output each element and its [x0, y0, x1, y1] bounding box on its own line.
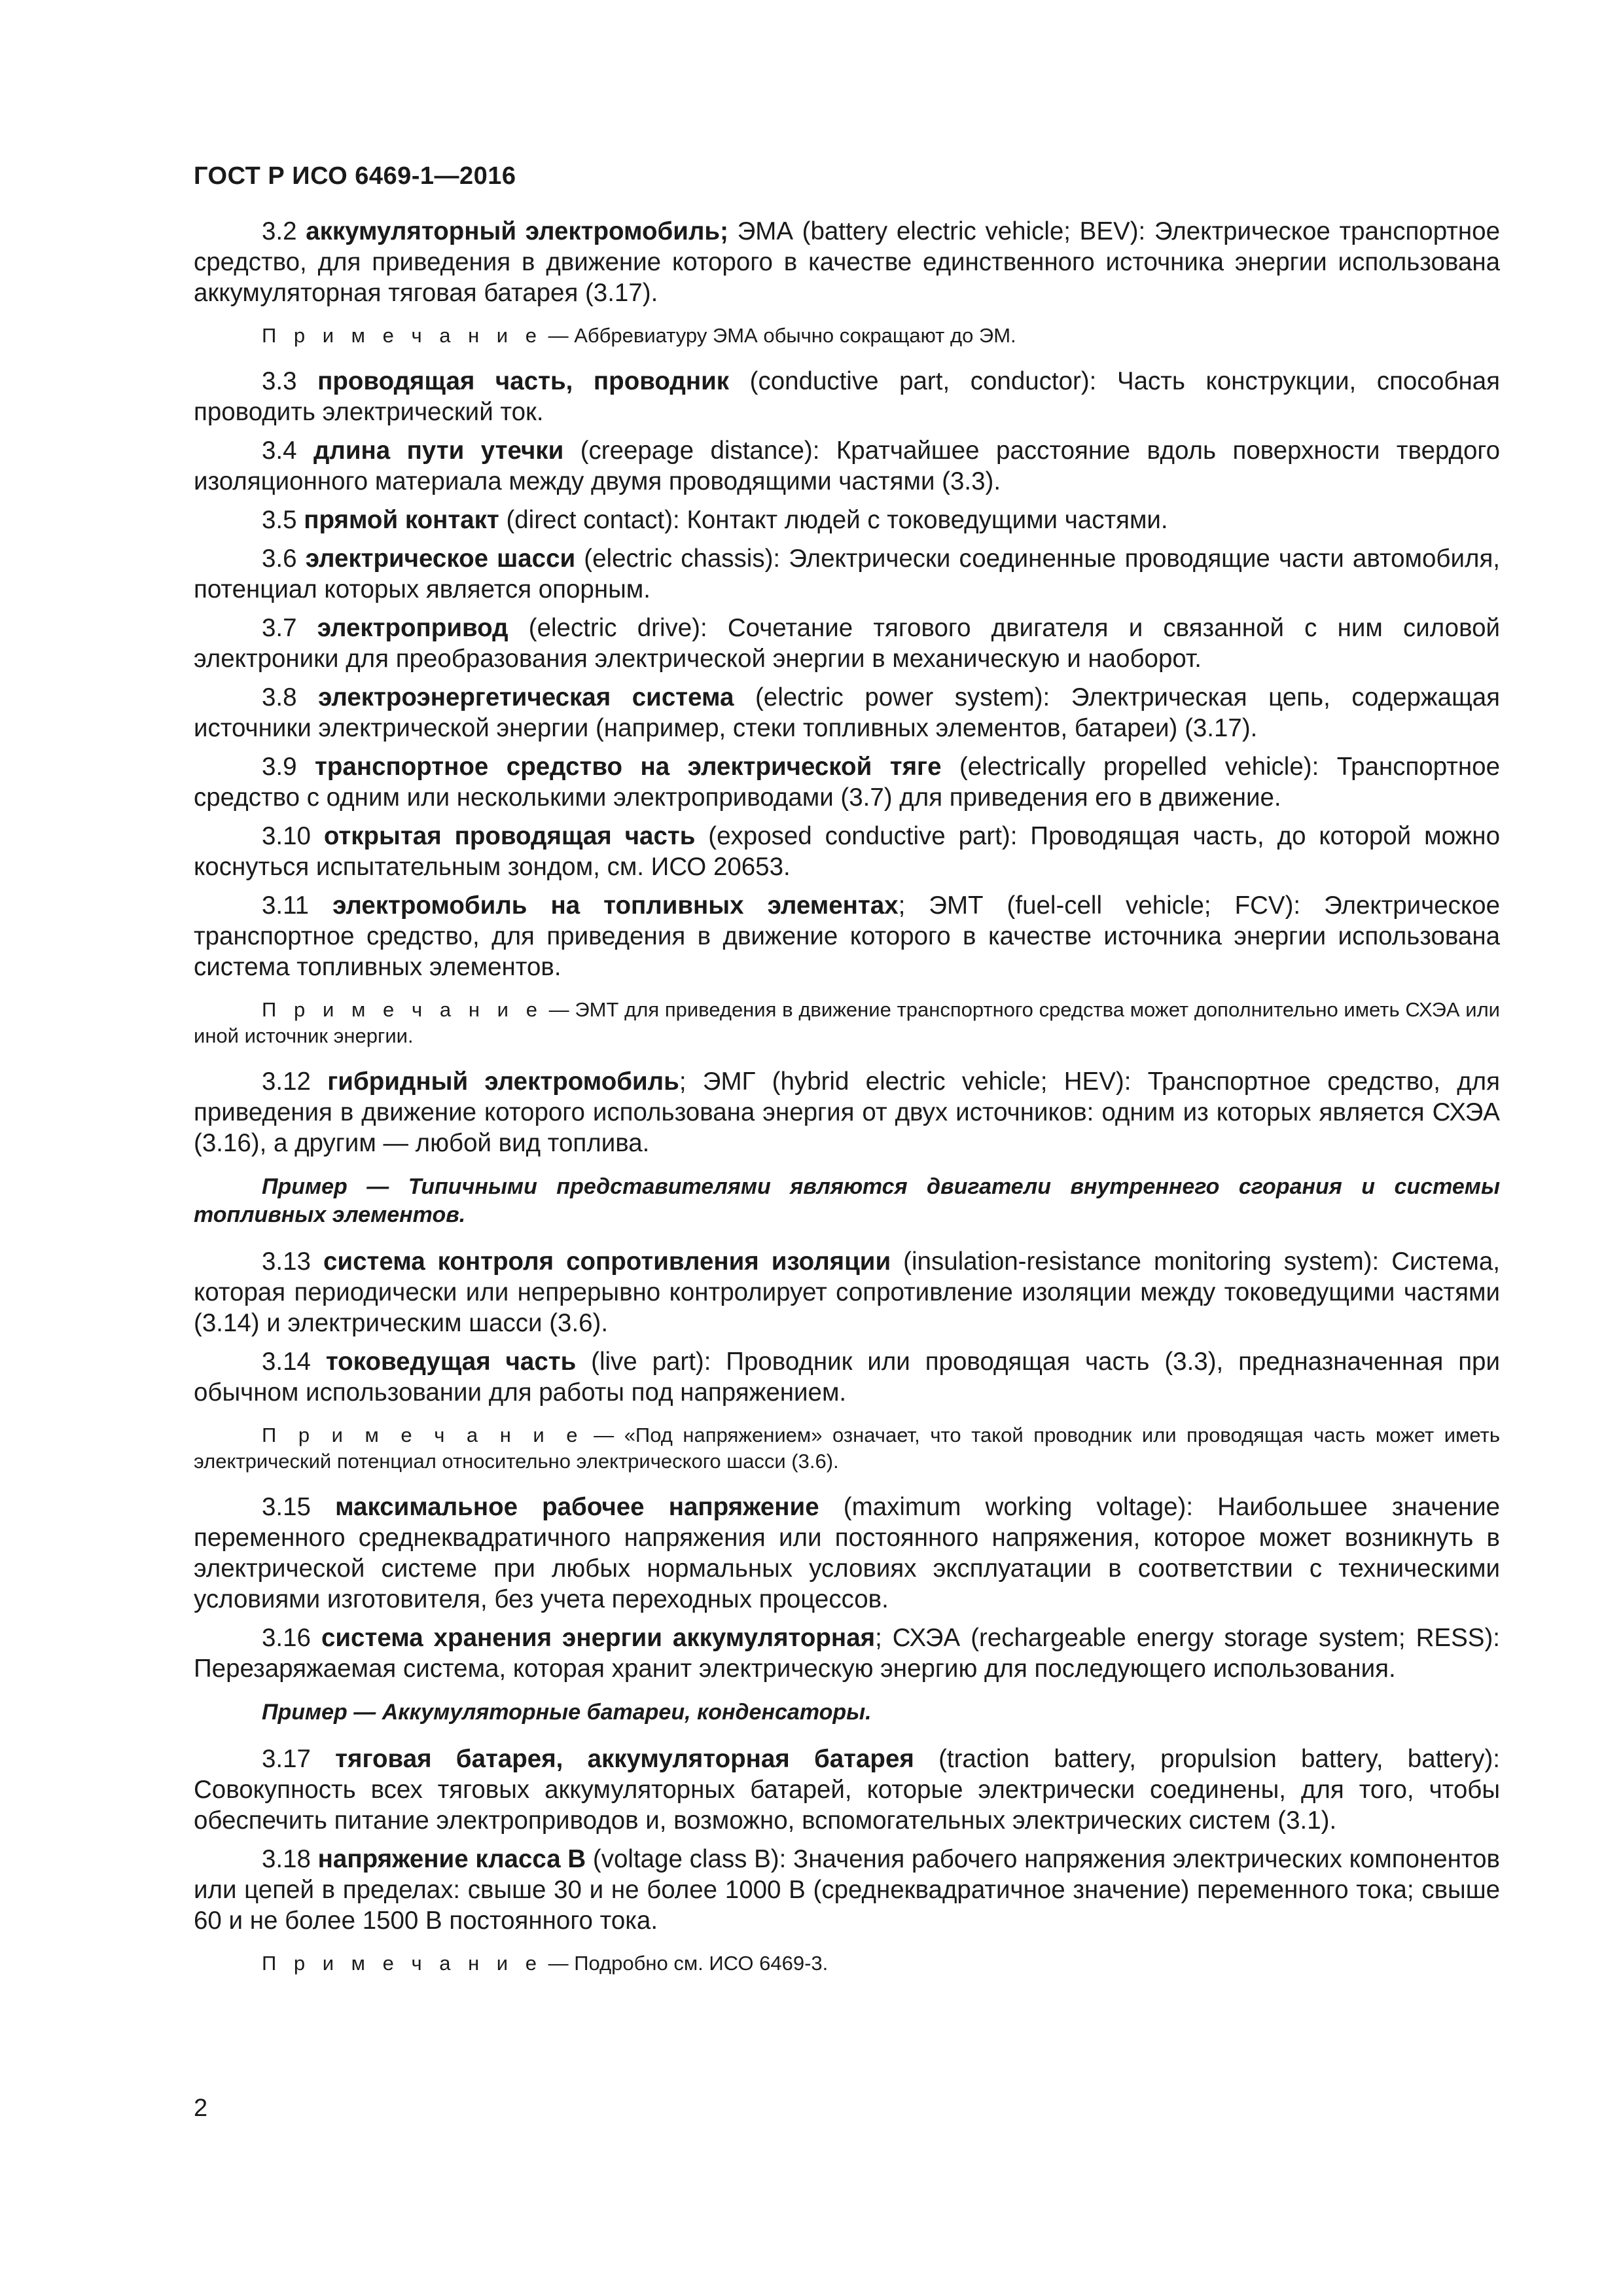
entry-term: открытая проводящая часть [323, 822, 696, 850]
document-header: ГОСТ Р ИСО 6469-1—2016 [194, 162, 516, 190]
entry-definition: (electric chassis): Электрически соединенные проводящие части автомобиля, потенциал которых является опорным. [194, 545, 1500, 603]
entry-term: прямой контакт [304, 506, 499, 534]
entry-number: 3.5 [262, 506, 297, 534]
entry-3-13 [194, 1246, 1500, 1338]
entry-number: 3.9 [262, 753, 297, 781]
entry-term: токоведущая часть [325, 1348, 577, 1376]
entry-3-17 [194, 1744, 1500, 1836]
entry-definition: (exposed conductive part): Проводящая часть, до которой можно коснуться испытательным зондом, см. ИСО 20653. [194, 822, 1500, 881]
entry-number: 3.15 [262, 1493, 311, 1521]
entry-3-7 [194, 613, 1500, 674]
entry-number: 3.17 [262, 1745, 311, 1773]
entry-definition: (electrically propelled vehicle): Транспортное средство с одним или несколькими электроприводами (3.7) для приведения его в движение. [194, 753, 1500, 812]
entry-3-16 [194, 1623, 1500, 1684]
example-text: Аккумуляторные батареи, конденсаторы. [382, 1700, 872, 1725]
entry-number: 3.6 [262, 545, 297, 573]
entry-definition: (conductive part, conductor): Часть конструкции, способная проводить электрический ток. [194, 367, 1501, 426]
entry-term: система хранения энергии аккумуляторная [321, 1624, 876, 1652]
entry-number: 3.11 [262, 891, 310, 920]
entry-3-2 [194, 216, 1500, 308]
document-body [194, 216, 1500, 1994]
note-3-11: П р и м е ч а н и е — ЭМТ для приведения в движение транспортного средства может дополнительно иметь СХЭА или иной источник энергии. [194, 998, 1500, 1047]
entry-3-18 [194, 1844, 1500, 1936]
entry-number: 3.4 [262, 437, 297, 465]
entry-term: аккумуляторный электромобиль; [306, 217, 728, 245]
note-label: П р и м е ч а н и е [262, 1952, 543, 1975]
entry-number: 3.2 [262, 217, 297, 245]
entry-3-5 [194, 505, 1500, 535]
entry-3-8 [194, 682, 1500, 744]
entry-3-9 [194, 751, 1500, 813]
entry-term: длина пути утечки [313, 437, 564, 465]
note-label: П р и м е ч а н и е [262, 324, 543, 347]
entry-number: 3.18 [262, 1845, 311, 1873]
note-label: П р и м е ч а н и е [262, 998, 543, 1021]
entry-number: 3.8 [262, 683, 297, 711]
entry-definition: (live part): Проводник или проводящая часть (3.3), предназначенная при обычном использовании для работы под напряжением. [194, 1348, 1500, 1407]
entry-term: система контроля сопротивления изоляции [323, 1247, 891, 1276]
entry-definition: ; ЭМТ (fuel-cell vehicle; FCV): Электрическое транспортное средство, для приведения в движение которого в качестве источника энергии использована система топливных элементов. [194, 891, 1501, 981]
entry-number: 3.16 [262, 1624, 311, 1652]
entry-definition: ; СХЭА (rechargeable energy storage system; RESS): Перезаряжаемая система, которая хранит электрическую энергию для последующего использования. [194, 1624, 1500, 1683]
note-label: П р и м е ч а н и е [262, 1424, 584, 1446]
entry-3-6 [194, 543, 1500, 605]
entry-term: электроэнергетическая система [318, 683, 734, 711]
entry-term: напряжение класса В [317, 1845, 586, 1873]
note-text: Аббревиатуру ЭМА обычно сокращают до ЭМ. [574, 324, 1016, 347]
example-label: Пример [262, 1700, 348, 1725]
entry-3-14 [194, 1346, 1500, 1408]
note-text: «Под напряжением» означает, что такой проводник или проводящая часть может иметь электрический потенциал относительно электрического шасси (3.6). [194, 1424, 1500, 1473]
example-3-16: Пример — Аккумуляторные батареи, конденсаторы. [262, 1700, 872, 1725]
entry-term: максимальное рабочее напряжение [335, 1493, 819, 1521]
note-text: Подробно см. ИСО 6469-3. [574, 1952, 829, 1975]
entry-3-10 [194, 821, 1500, 882]
note-3-18: П р и м е ч а н и е — Подробно см. ИСО 6469-3. [262, 1952, 829, 1975]
entry-definition: (maximum working voltage): Наибольшее значение переменного среднеквадратичного напряжения или постоянного напряжения, которое может возникнуть в электрической системе при любых нормальных условиях эксплуатации в соответствии с техническими условиями изготовителя, без учета переходных процессов. [194, 1493, 1500, 1613]
entry-definition: (electric power system): Электрическая цепь, содержащая источники электрической энергии (например, стеки топливных элементов, батареи) (3.17). [194, 683, 1501, 742]
entry-definition: (voltage class B): Значения рабочего напряжения электрических компонентов или цепей в пределах: свыше 30 и не более 1000 В (среднеквадратичное значение) переменного тока; свыше 60 и не более 1500 В постоянного тока. [194, 1845, 1500, 1935]
entry-term: гибридный электромобиль [327, 1067, 679, 1096]
entry-definition: (creepage distance): Кратчайшее расстояние вдоль поверхности твердого изоляционного материала между двумя проводящими частями (3.3). [194, 437, 1500, 495]
entry-3-3 [194, 366, 1500, 427]
entry-3-4 [194, 435, 1500, 497]
entry-term: электрическое шасси [305, 545, 576, 573]
entry-3-12 [194, 1066, 1500, 1158]
note-3-2: П р и м е ч а н и е — Аббревиатуру ЭМА обычно сокращают до ЭМ. [262, 324, 1016, 347]
page-number: 2 [194, 2094, 208, 2122]
note-3-14: П р и м е ч а н и е — «Под напряжением» означает, что такой проводник или проводящая часть может иметь электрический потенциал относительно электрического шасси (3.6). [194, 1424, 1500, 1473]
example-text: Типичными представителями являются двигатели внутреннего сгорания и системы топливных элементов. [194, 1174, 1500, 1227]
entry-term: проводящая часть, проводник [317, 367, 730, 395]
entry-definition: (direct contact): Контакт людей с токоведущими частями. [499, 506, 1168, 534]
entry-definition: (insulation-resistance monitoring system): Система, которая периодически или непрерывно контролирует сопротивление изоляции между токоведущими частями (3.14) и электрическим шасси (3.6). [194, 1247, 1501, 1337]
entry-term: транспортное средство на электрической тяге [315, 753, 942, 781]
example-3-12: Пример — Типичными представителями являются двигатели внутреннего сгорания и системы топливных элементов. [194, 1174, 1500, 1227]
note-text: ЭМТ для приведения в движение транспортного средства может дополнительно иметь СХЭА или иной источник энергии. [194, 998, 1500, 1047]
entry-number: 3.10 [262, 822, 311, 850]
entry-3-11 [194, 890, 1500, 982]
entry-definition: ЭМА (battery electric vehicle; BEV): Электрическое транспортное средство, для приведения в движение которого в качестве единственного источника энергии использована аккумуляторная тяговая батарея (3.17). [194, 217, 1500, 307]
entry-number: 3.13 [262, 1247, 311, 1276]
entry-definition: ; ЭМГ (hybrid electric vehicle; HEV): Транспортное средство, для приведения в движение которого использована энергия от двух источников: одним из которых является СХЭА (3.16), а другим — любой вид топлива. [194, 1067, 1500, 1157]
entry-number: 3.12 [262, 1067, 311, 1096]
entry-number: 3.7 [262, 614, 297, 642]
entry-definition: (electric drive): Сочетание тягового двигателя и связанной с ним силовой электроники для преобразования электрической энергии в механическую и наоборот. [194, 614, 1501, 673]
entry-term: тяговая батарея, аккумуляторная батарея [335, 1745, 914, 1773]
entry-number: 3.14 [262, 1348, 311, 1376]
entry-3-15 [194, 1492, 1500, 1615]
example-label: Пример [262, 1174, 348, 1199]
entry-term: электромобиль на топливных элементах [332, 891, 899, 920]
entry-term: электропривод [317, 614, 508, 642]
entry-number: 3.3 [262, 367, 297, 395]
entry-definition: (traction battery, propulsion battery, battery): Совокупность всех тяговых аккумуляторных батарей, которые электрически соединены, для того, чтобы обеспечить питание электроприводов и, возможно, вспомогательных электрических систем (3.1). [194, 1745, 1501, 1835]
